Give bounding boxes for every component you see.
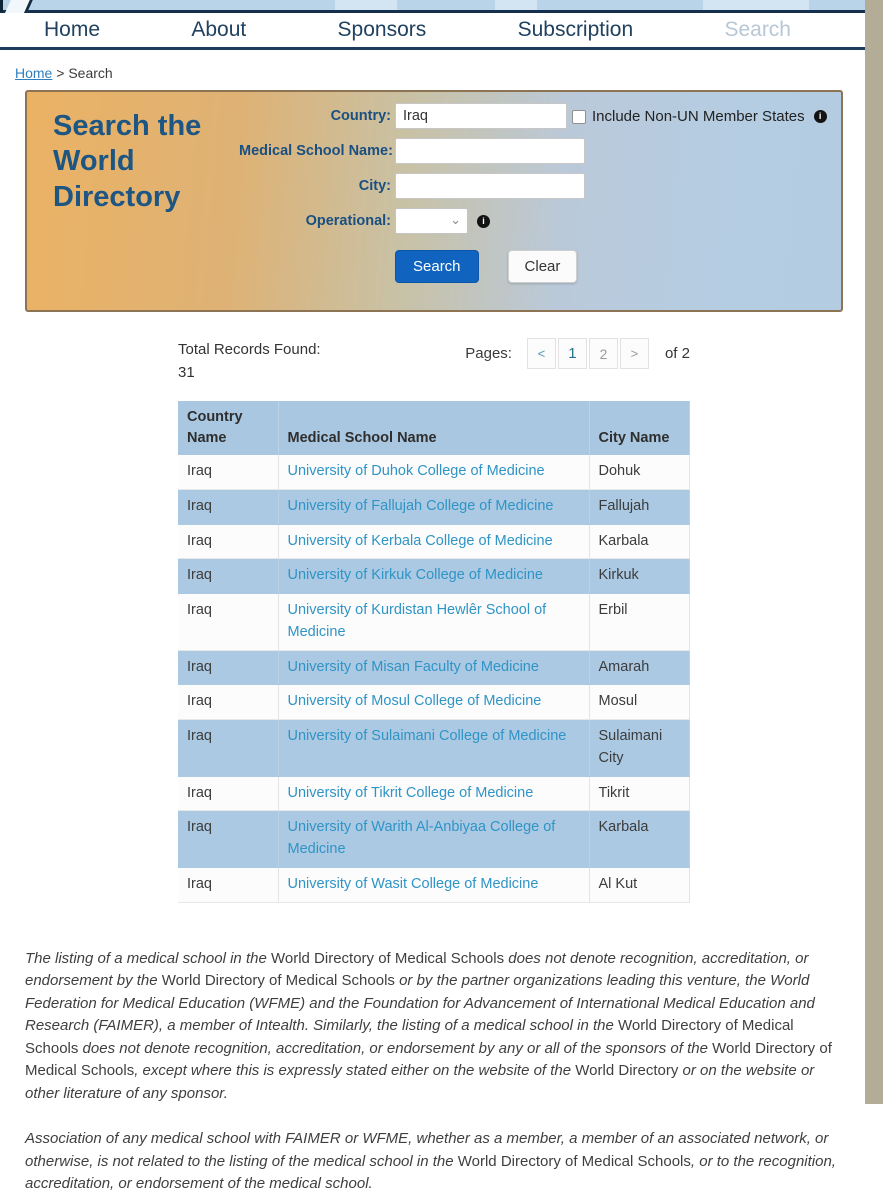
- country-cell: Iraq: [178, 650, 278, 685]
- country-cell: Iraq: [178, 594, 278, 651]
- school-link[interactable]: University of Sulaimani College of Medicine: [287, 728, 567, 745]
- school-link[interactable]: University of Misan Faculty of Medicine: [287, 658, 539, 675]
- school-cell: [278, 811, 589, 868]
- table-row: [178, 524, 689, 559]
- nav-item-about[interactable]: About: [191, 18, 247, 41]
- page-title: Search the World Directory: [53, 110, 202, 213]
- country-cell: Iraq: [178, 559, 278, 594]
- school-link[interactable]: University of Mosul College of Medicine: [287, 693, 542, 710]
- school-cell: [278, 489, 589, 524]
- info-icon[interactable]: i: [814, 110, 827, 123]
- nav-item-sponsors[interactable]: Sponsors: [337, 18, 427, 41]
- school-cell: [278, 524, 589, 559]
- table-row: [178, 559, 689, 594]
- chevron-down-icon: ⌄: [450, 212, 461, 227]
- school-link[interactable]: University of Duhok College of Medicine: [287, 463, 545, 480]
- school-link[interactable]: University of Warith Al-Anbiyaa College of Medicine: [287, 819, 556, 858]
- table-row: [178, 489, 689, 524]
- results-summary: [178, 338, 690, 384]
- city-cell: Fallujah: [589, 489, 689, 524]
- column-header-school: Medical School Name: [278, 401, 589, 455]
- table-row: [178, 455, 689, 489]
- nav-item-home[interactable]: Home: [44, 18, 101, 41]
- school-name-input[interactable]: [395, 138, 585, 164]
- page-2-button[interactable]: 2: [589, 338, 618, 369]
- school-link[interactable]: University of Tikrit College of Medicine: [287, 784, 534, 801]
- school-name-label: Medical School Name:: [239, 143, 393, 159]
- disclaimer: [25, 948, 845, 1196]
- include-non-un-row: [572, 108, 827, 125]
- school-link[interactable]: University of Kurdistan Hewlêr School of Medicine: [287, 602, 547, 640]
- city-cell: Amarah: [589, 650, 689, 685]
- city-cell: Karbala: [589, 524, 689, 559]
- table-row: [178, 685, 689, 720]
- search-form: [239, 103, 585, 283]
- total-records-label: Total Records Found:: [178, 341, 321, 358]
- operational-select[interactable]: [395, 208, 468, 234]
- city-cell: Dohuk: [589, 455, 689, 489]
- city-input[interactable]: [395, 173, 585, 199]
- school-cell: [278, 685, 589, 720]
- table-row: [178, 776, 689, 811]
- city-cell: Sulaimani City: [589, 720, 689, 777]
- disclaimer-paragraph-1: The listing of a medical school in the World Directory of Medical Schools does not denote recognition, accreditation, or endorsement by the World Directory of Medical Schools or by the partner organizations leading this venture, the World Federation for Medical Education (WFME) and the Foundation for Advancement of International Medical Education and Research (FAIMER), a member of Intealth. Similarly, the listing of a medical school in the World Directory of Medical Schools does not denote recognition, accreditation, or endorsement by any or all of the sponsors of the World Directory of Medical Schools, except where this is expressly stated either on the website of the World Directory or on the website or other literature of any sponsor.: [25, 949, 832, 1102]
- prev-page-button[interactable]: <: [527, 338, 556, 369]
- results-table: [178, 401, 690, 903]
- school-cell: [278, 720, 589, 777]
- include-non-un-checkbox[interactable]: [572, 110, 586, 124]
- pages-label: Pages:: [465, 345, 512, 362]
- nav-item-subscription[interactable]: Subscription: [517, 18, 634, 41]
- school-link[interactable]: University of Kirkuk College of Medicine: [287, 567, 543, 584]
- table-row: [178, 594, 689, 651]
- total-records-value: 31: [178, 364, 195, 381]
- table-row: [178, 720, 689, 777]
- breadcrumb-home-link[interactable]: Home: [15, 65, 53, 81]
- main-nav: [0, 13, 883, 50]
- table-header-row: [178, 401, 689, 455]
- partial-header-fragment: [495, 0, 537, 10]
- table-row: [178, 867, 689, 902]
- total-records: [178, 338, 348, 384]
- operational-row: [239, 208, 585, 234]
- school-name-row: [239, 138, 585, 164]
- school-link[interactable]: University of Fallujah College of Medicine: [287, 497, 554, 514]
- city-label: City:: [358, 178, 391, 194]
- form-buttons: [395, 250, 585, 283]
- city-cell: Kirkuk: [589, 559, 689, 594]
- operational-label: Operational:: [305, 213, 391, 229]
- country-cell: Iraq: [178, 720, 278, 777]
- column-header-city: City Name: [589, 401, 689, 455]
- country-cell: Iraq: [178, 867, 278, 902]
- city-cell: Al Kut: [589, 867, 689, 902]
- breadcrumb: [15, 65, 883, 81]
- page-1-button[interactable]: 1: [558, 338, 587, 369]
- search-button[interactable]: Search: [395, 250, 479, 283]
- school-cell: [278, 776, 589, 811]
- school-cell: [278, 559, 589, 594]
- country-label: Country:: [330, 108, 391, 124]
- operational-selected-value: [396, 205, 408, 229]
- partial-header-fragment: [703, 0, 809, 10]
- of-pages-label: of 2: [664, 345, 690, 362]
- table-row: [178, 811, 689, 868]
- school-cell: [278, 594, 589, 651]
- partial-header-bar: [0, 0, 883, 13]
- city-cell: Erbil: [589, 594, 689, 651]
- country-input[interactable]: [395, 103, 567, 129]
- city-cell: Karbala: [589, 811, 689, 868]
- school-cell: [278, 650, 589, 685]
- school-cell: [278, 455, 589, 489]
- country-cell: Iraq: [178, 685, 278, 720]
- column-header-country: Country Name: [178, 401, 278, 455]
- corner-notch: [5, 0, 33, 13]
- city-row: [239, 173, 585, 199]
- search-panel: [25, 90, 843, 312]
- country-cell: Iraq: [178, 811, 278, 868]
- next-page-button[interactable]: >: [620, 338, 649, 369]
- city-cell: Tikrit: [589, 776, 689, 811]
- partial-header-fragment: [335, 0, 397, 10]
- school-link[interactable]: University of Kerbala College of Medicine: [287, 532, 553, 549]
- info-icon[interactable]: i: [477, 215, 490, 228]
- disclaimer-paragraph-2: Association of any medical school with FAIMER or WFME, whether as a member, a member of an associated network, or otherwise, is not related to the listing of the medical school in the World Directory of Medical Schools, or to the recognition, accreditation, or endorsement of the medical school.: [25, 1130, 836, 1193]
- school-link[interactable]: University of Wasit College of Medicine: [287, 875, 539, 892]
- table-row: [178, 650, 689, 685]
- nav-item-search[interactable]: Search: [724, 18, 791, 41]
- school-cell: [278, 867, 589, 902]
- clear-button[interactable]: Clear: [508, 250, 578, 283]
- country-cell: Iraq: [178, 524, 278, 559]
- include-non-un-label: Include Non-UN Member States: [592, 108, 805, 125]
- breadcrumb-separator: >: [56, 65, 65, 81]
- country-cell: Iraq: [178, 489, 278, 524]
- photo-edge-strip: [865, 0, 883, 1104]
- city-cell: Mosul: [589, 685, 689, 720]
- country-cell: Iraq: [178, 455, 278, 489]
- breadcrumb-current: Search: [68, 65, 113, 81]
- country-cell: Iraq: [178, 776, 278, 811]
- pagination: [465, 338, 690, 369]
- country-row: [239, 103, 585, 129]
